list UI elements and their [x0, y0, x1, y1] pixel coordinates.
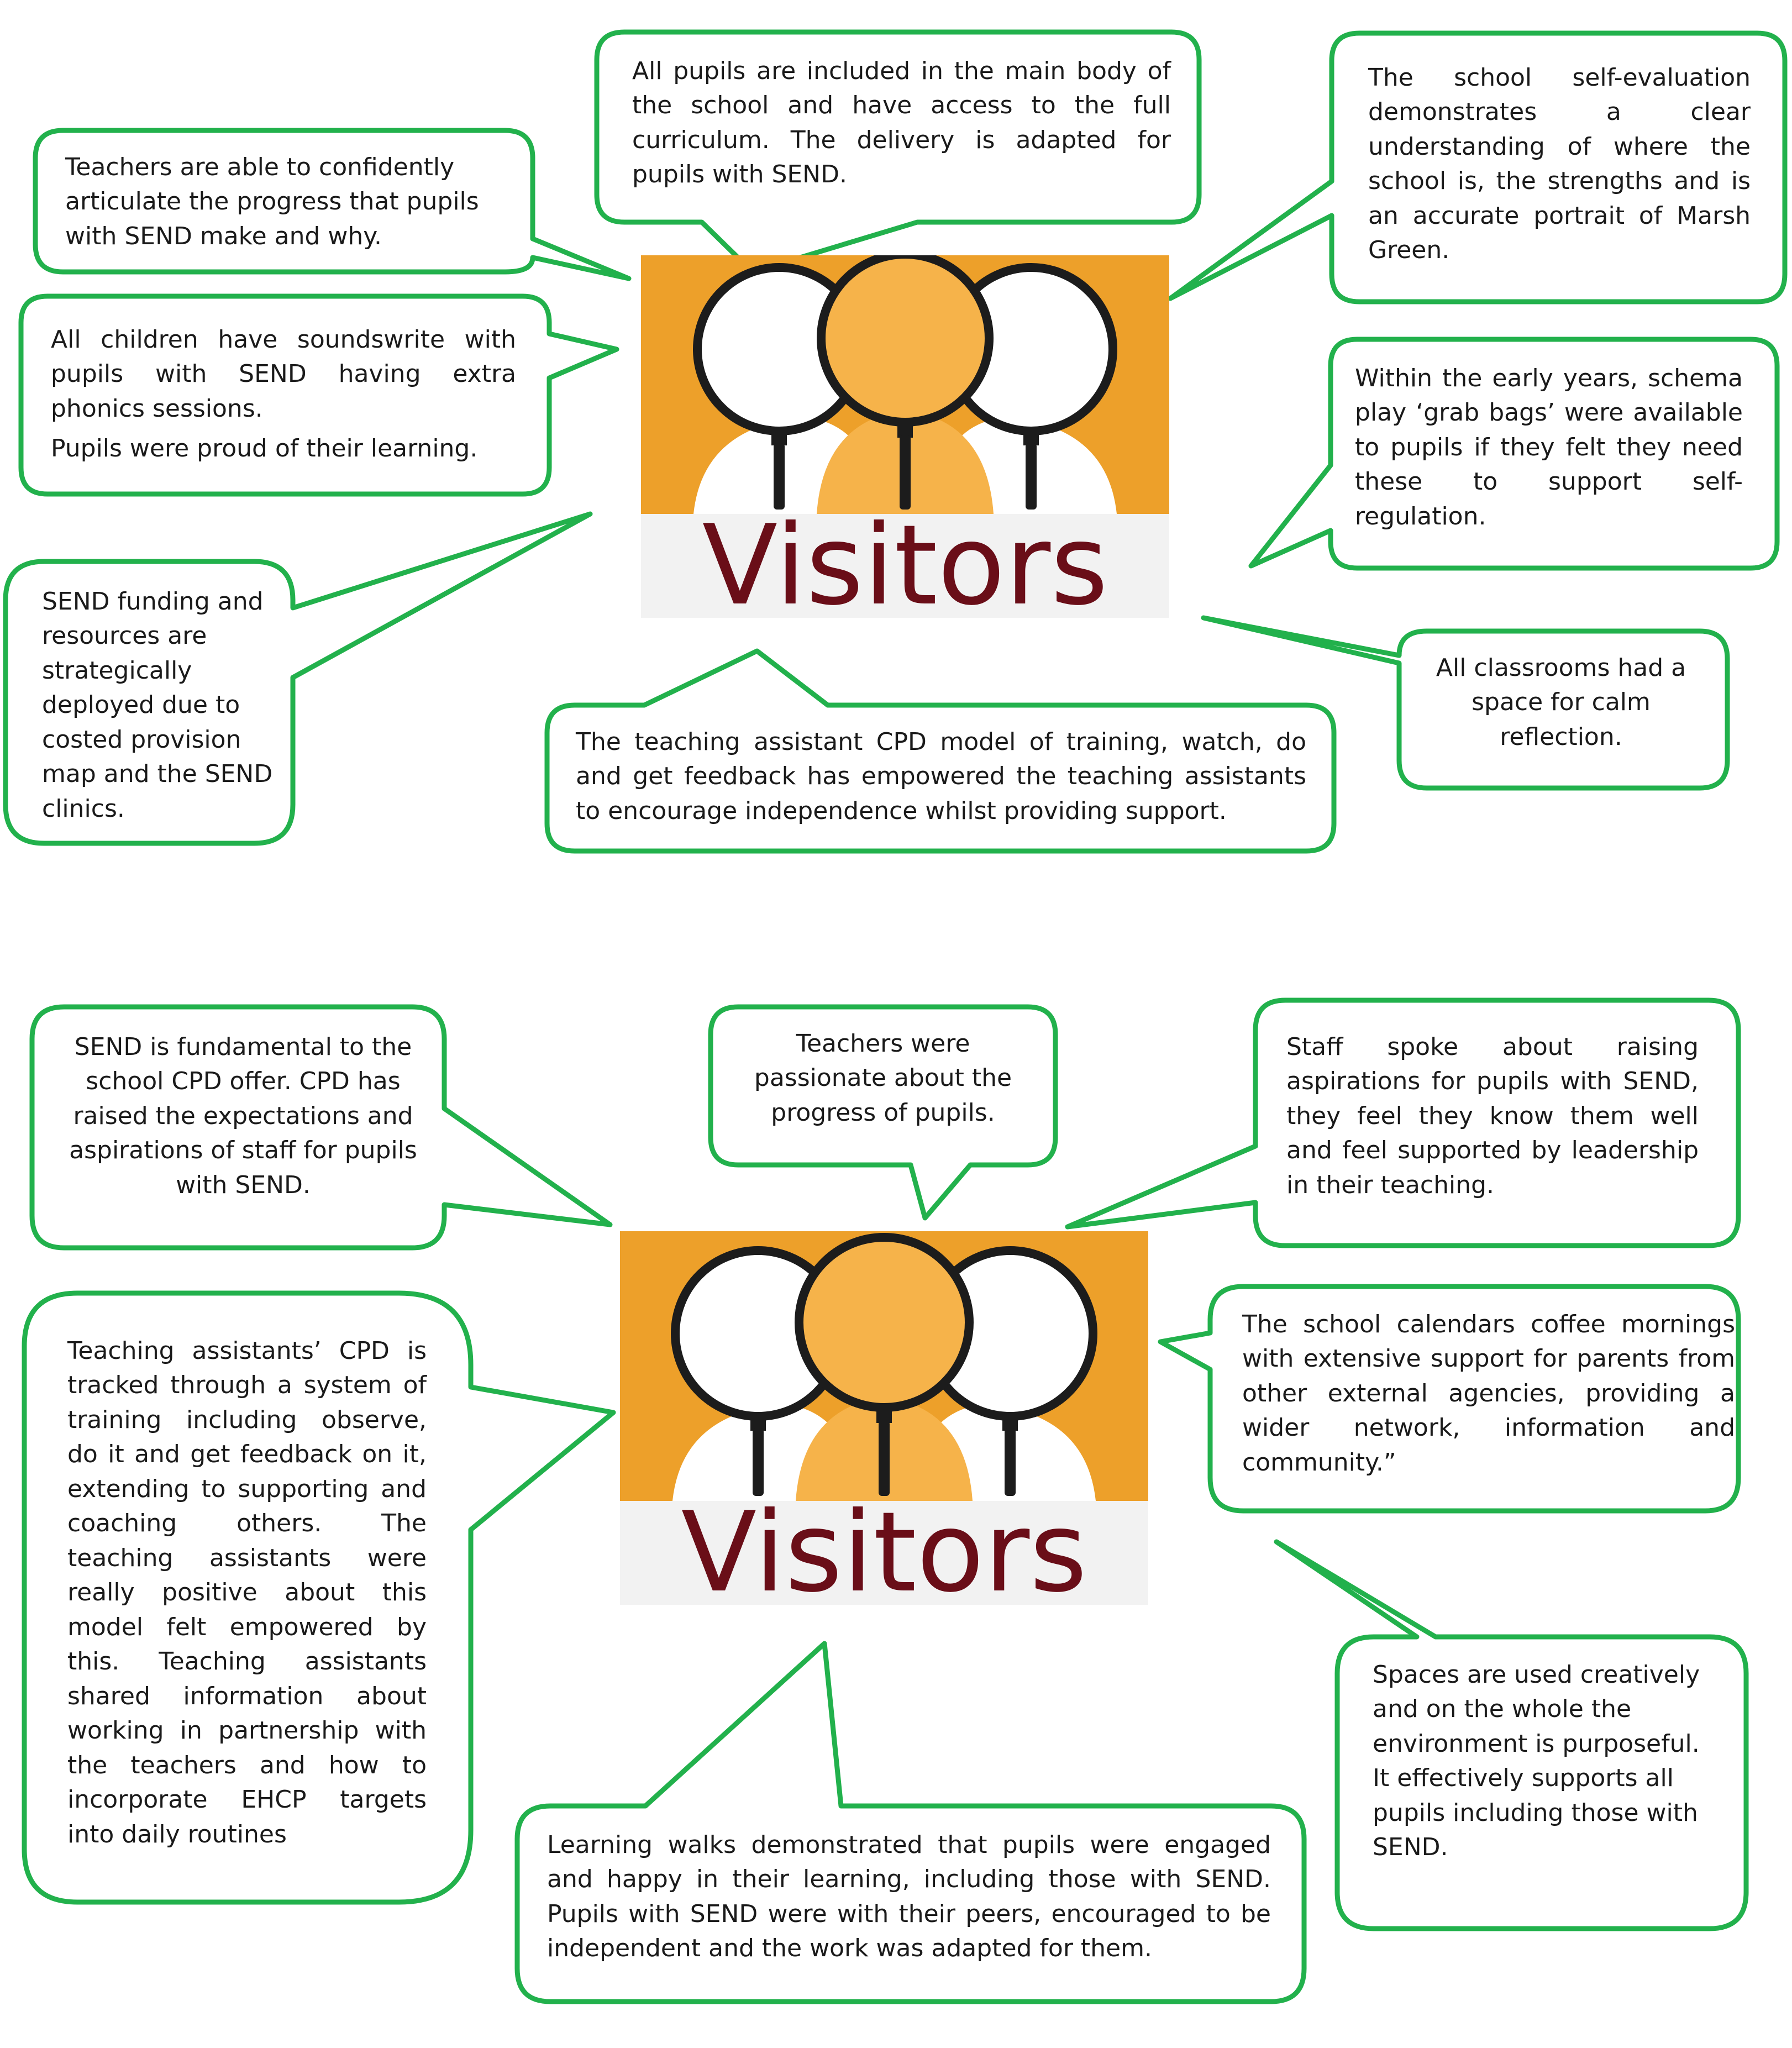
text-self-evaluation: The school self-evaluation demonstrates a clear understanding of where the school is, the strengths and is an accurate portrait of Marsh Green. — [1368, 64, 1751, 265]
text-send-cpd: SEND is fundamental to the school CPD offer. CPD has raised the expectations and aspirations of staff for pupils with SEND. — [69, 1033, 417, 1199]
text-aspirations: Staff spoke about raising aspirations for pupils with SEND, they feel they know them well and feel supported by leadership in their teaching. — [1286, 1033, 1699, 1199]
logo-wordmark: Visitors — [702, 501, 1108, 618]
text-calm: All classrooms had a space for calm reflection. — [1436, 654, 1686, 751]
text-progress: Teachers are able to confidently articulate the progress that pupils with SEND make and why. — [65, 153, 479, 250]
text-phonics — [51, 323, 516, 466]
text-ta-cpd: The teaching assistant CPD model of training, watch, do and get feedback has empowered the teaching assistants to encourage independence whilst providing support. — [576, 728, 1306, 825]
logo-wordmark-bottom: Visitors — [681, 1488, 1087, 1605]
text-grab-bags: Within the early years, schema play ‘grab bags’ were available to pupils if they felt they need these to support self-regulation. — [1355, 364, 1743, 531]
text-spaces: Spaces are used creatively and on the whole the environment is purposeful. It effectively supports all pupils including those with SEND. — [1373, 1661, 1700, 1862]
text-ta-tracked: Teaching assistants’ CPD is tracked through a system of training including observe, do it and get feedback on it, extending to supporting and coaching others. The teaching assistants were really positive about this model felt empowered by this. Teaching assistants shared information about working in partnership with the teachers and how to incorporate EHCP targets into daily routines — [67, 1337, 427, 1849]
text-curriculum: All pupils are included in the main body of the school and have access to the full curriculum. The delivery is adapted for pupils with SEND. — [632, 57, 1171, 189]
text-coffee: The school calendars coffee mornings with extensive support for parents from other external agencies, providing a wider network, information and community.” — [1242, 1310, 1735, 1477]
visitors-logo-top — [641, 255, 1169, 618]
visitors-logo-bottom — [620, 1231, 1148, 1605]
text-walks: Learning walks demonstrated that pupils were engaged and happy in their learning, including those with SEND. Pupils with SEND were with their peers, encouraged to be independent and the work was adapted for them. — [547, 1831, 1271, 1963]
text-passionate: Teachers were passionate about the progress of pupils. — [754, 1030, 1012, 1127]
text-funding: SEND funding and resources are strategically deployed due to costed provision map and the SEND clinics. — [42, 587, 273, 823]
text-phonics-line1: All children have soundswrite with pupils with SEND having extra phonics sessions. — [51, 325, 516, 423]
text-phonics-line2: Pupils were proud of their learning. — [51, 434, 478, 463]
